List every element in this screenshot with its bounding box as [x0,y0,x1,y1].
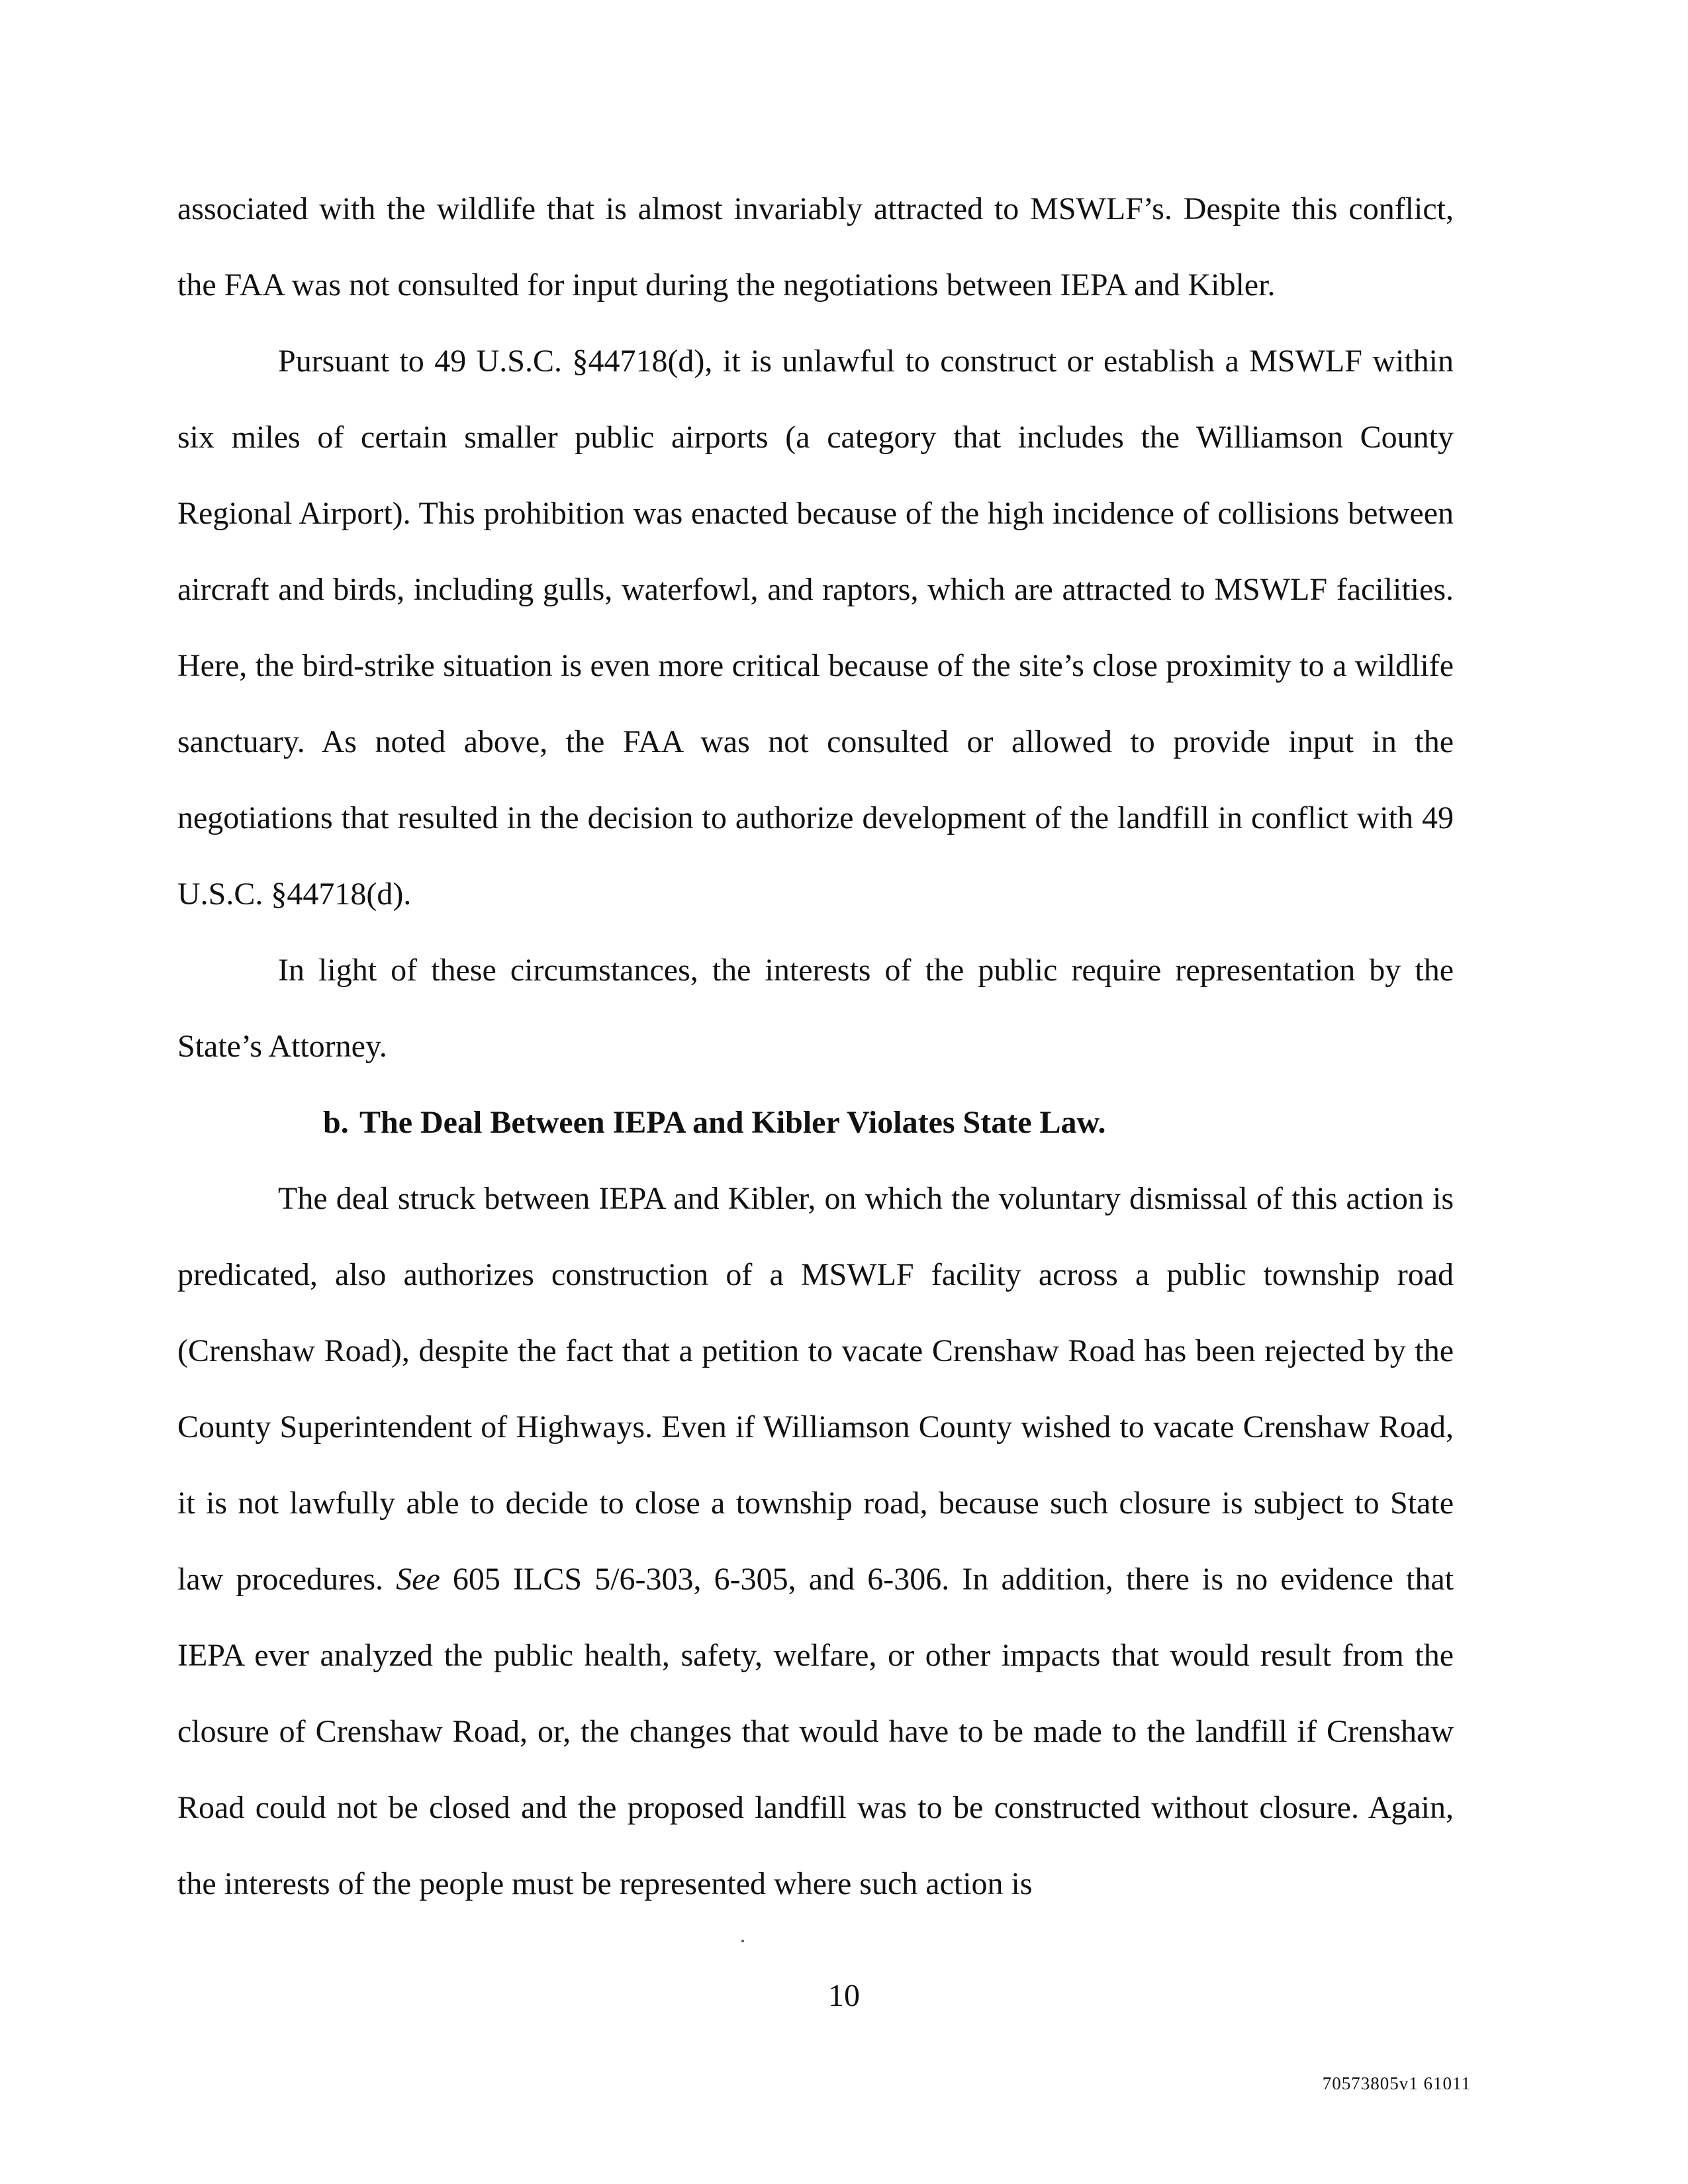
paragraph-continuation: associated with the wildlife that is almost invariably attracted to MSWLF’s. Despite this conflict, the FAA was not consulted for input during the negotiations between IEPA and Kibler. [177,191,1454,303]
paragraph-state-law-part-2: 605 ILCS 5/6-303, 6-305, and 6-306. In addition, there is no evidence that IEPA ever analyzed the public health, safety, welfare, or other impacts that would result from the closure of Crenshaw Road, or, the changes that would have to be made to the landfill if Crenshaw Road could not be closed and the proposed landfill was to be constructed without closure. Again, the interests of the people must be represented where such action is [177,1562,1454,1901]
paragraph-public-interest: In light of these circumstances, the interests of the public require representation by the State’s Attorney. [177,953,1454,1064]
scan-speck [741,1940,744,1942]
page-number: 10 [828,1978,860,2013]
section-heading [177,1084,1454,1161]
document-body [177,171,1454,1922]
paragraph-faa-prohibition: Pursuant to 49 U.S.C. §44718(d), it is unlawful to construct or establish a MSWLF within six miles of certain smaller public airports (a category that includes the Williamson County Regional Airport). This prohibition was enacted because of the high incidence of collisions between aircraft and birds, including gulls, waterfowl, and raptors, which are attracted to MSWLF facilities. Here, the bird-strike situation is even more critical because of the site’s close proximity to a wildlife sanctuary. As noted above, the FAA was not consulted or allowed to provide input in the negotiations that resulted in the decision to authorize development of the landfill in conflict with 49 U.S.C. §44718(d). [177,344,1454,912]
document-id: 70573805v1 61011 [1322,2073,1471,2093]
citation-signal: See [396,1562,440,1597]
paragraph-state-law-part-1: The deal struck between IEPA and Kibler, on which the voluntary dismissal of this action is predicated, also authorizes construction of a MSWLF facility across a public township road (Crenshaw Road), despite the fact that a petition to vacate Crenshaw Road has been rejected by the County Superintendent of Highways. Even if Williamson County wished to vacate Crenshaw Road, it is not lawfully able to decide to close a township road, because such closure is subject to State law procedures. [177,1181,1454,1597]
section-heading-marker: b. [323,1105,349,1140]
section-heading-text: The Deal Between IEPA and Kibler Violates State Law. [359,1105,1106,1140]
paragraph-state-law [177,1161,1454,1922]
